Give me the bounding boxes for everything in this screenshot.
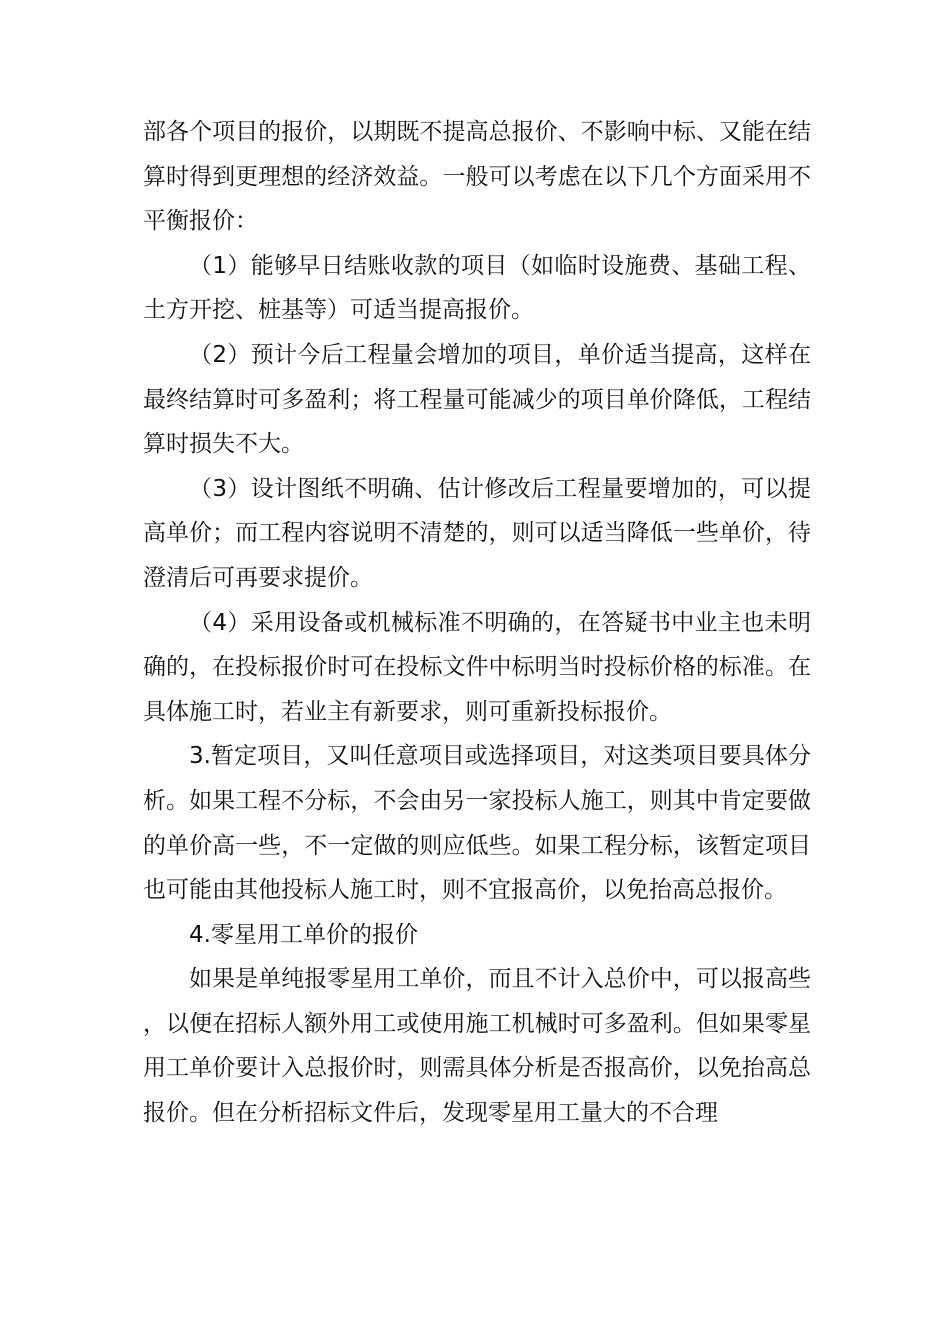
paragraph-section-4-body: 如果是单纯报零星用工单价，而且不计入总价中，可以报高些，以便在招标人额外用工或使用施工机械时可多盈利。但如果零星用工单价要计入总报价时，则需具体分析是否报高价，以免抬高总报价。但在分析招标文件后，发现零星用工量大的不合理 [143,966,811,1127]
section-heading-4: 4.零星用工单价的报价 [189,921,418,948]
paragraph-intro-continuation: 部各个项目的报价，以期既不提高总报价、不影响中标、又能在结算时得到更理想的经济效益。一般可以考虑在以下几个方面采用不平衡报价： [143,119,811,235]
paragraph-item-4: （4）采用设备或机械标准不明确的，在答疑书中业主也未明确的，在投标报价时可在投标文件中标明当时投标价格的标准。在具体施工时，若业主有新要求，则可重新投标报价。 [143,609,811,725]
paragraph-section-3: 3.暂定项目，又叫任意项目或选择项目，对这类项目要具体分析。如果工程不分标，不会由另一家投标人施工，则其中肯定要做的单价高一些，不一定做的则应低些。如果工程分标，该暂定项目也可能由其他投标人施工时，则不宜报高价，以免抬高总报价。 [143,743,811,904]
paragraph-item-1: （1）能够早日结账收款的项目（如临时设施费、基础工程、土方开挖、桩基等）可适当提高报价。 [143,252,811,324]
paragraph-item-2: （2）预计今后工程量会增加的项目，单价适当提高，这样在最终结算时可多盈利；将工程量可能减少的项目单价降低，工程结算时损失不大。 [143,341,811,458]
paragraph-item-3: （3）设计图纸不明确、估计修改后工程量要增加的，可以提高单价；而工程内容说明不清楚的，则可以适当降低一些单价，待澄清后可再要求提价。 [143,475,811,591]
document-page [143,110,811,1136]
